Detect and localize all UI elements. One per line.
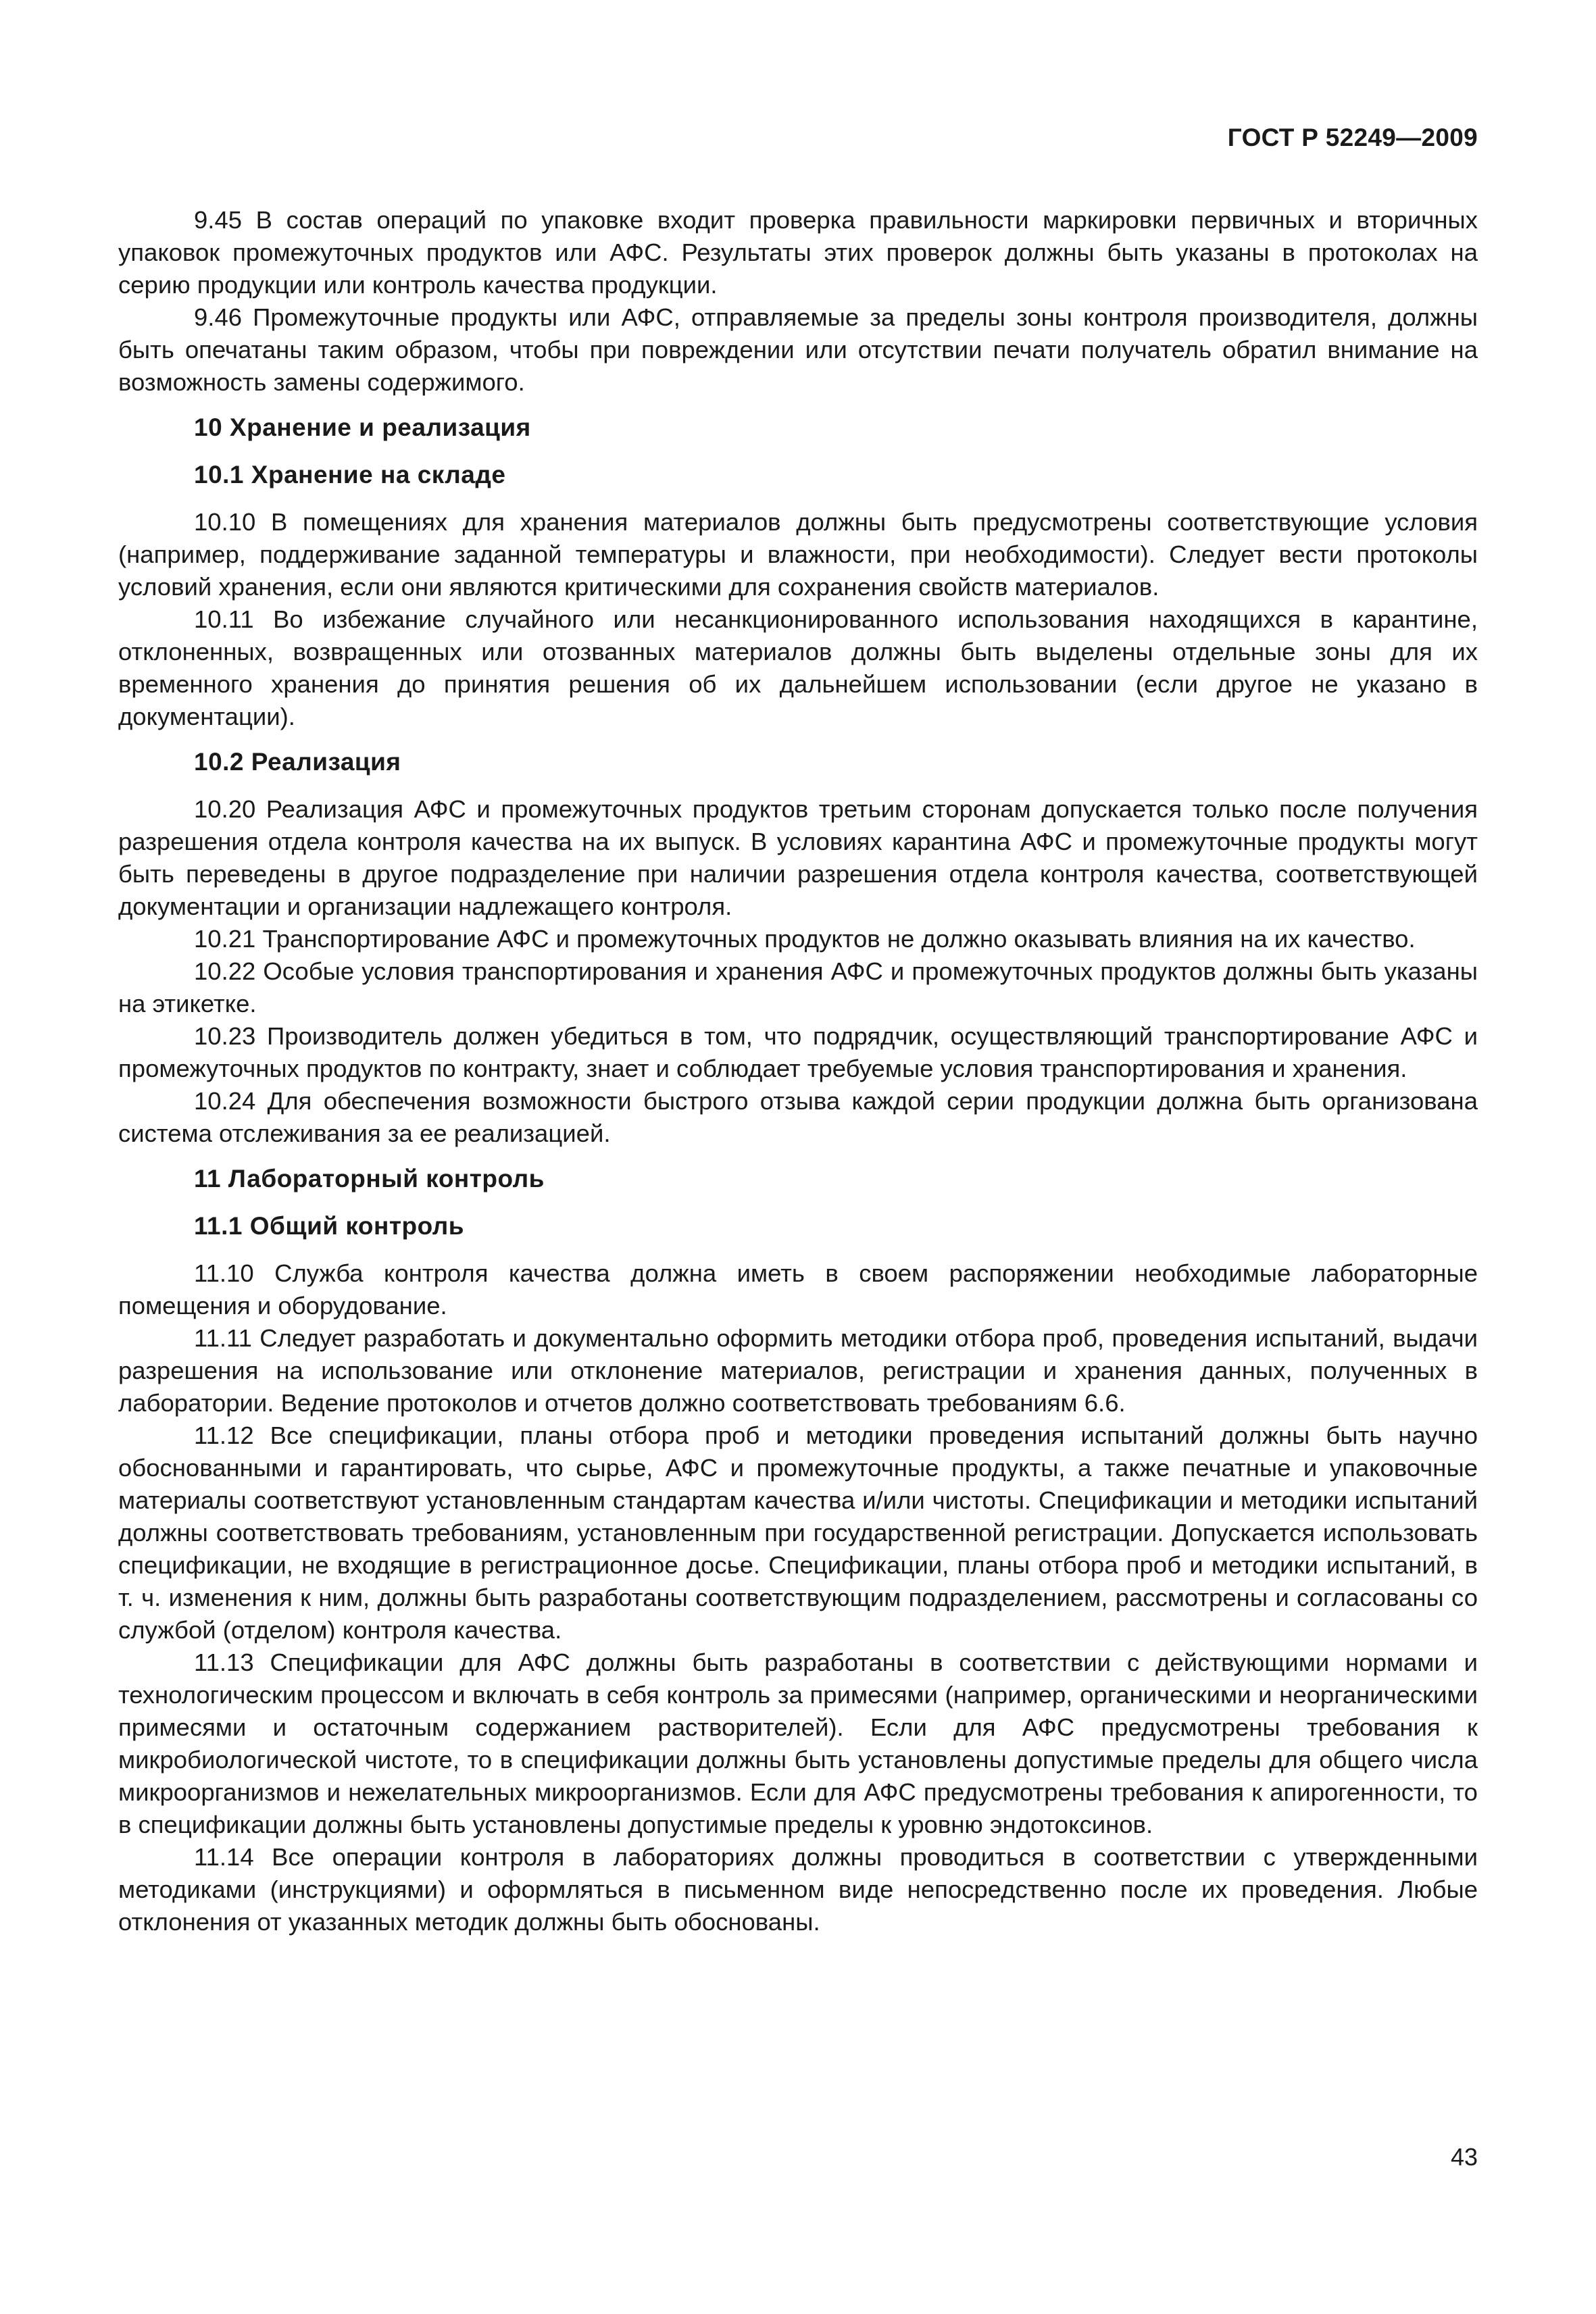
page-number: 43 <box>1450 2143 1478 2171</box>
paragraph-10-21: 10.21 Транспортирование АФС и промежуточных продуктов не должно оказывать влияния на их качество. <box>194 925 1416 953</box>
paragraph-10-23: 10.23 Производитель должен убедиться в том, что подрядчик, осуществляющий транспортирование АФС и промежуточных продуктов по контракту, знает и соблюдает требуемые условия транспортирования и хранения. <box>118 1022 1478 1082</box>
paragraph-10-22: 10.22 Особые условия транспортирования и хранения АФС и промежуточных продуктов должны быть указаны на этикетке. <box>118 957 1478 1017</box>
paragraph-10-24: 10.24 Для обеспечения возможности быстрого отзыва каждой серии продукции должна быть организована система отслеживания за ее реализацией. <box>118 1087 1478 1147</box>
subsection-heading-10-1: 10.1 Хранение на складе <box>194 461 506 488</box>
section-heading-11: 11 Лабораторный контроль <box>194 1165 545 1192</box>
paragraph-10-20: 10.20 Реализация АФС и промежуточных продуктов третьим сторонам допускается только после получения разрешения отдела контроля качества на их выпуск. В условиях карантина АФС и промежуточные продукты могут быть переведены в другое подразделение при наличии разрешения отдела контроля качества, соответствующей документации и организации надлежащего контроля. <box>118 795 1478 920</box>
paragraph-9-46: 9.46 Промежуточные продукты или АФС, отправляемые за пределы зоны контроля производителя, должны быть опечатаны таким образом, чтобы при повреждении или отсутствии печати получатель обратил внимание на возможность замены содержимого. <box>118 303 1478 396</box>
document-body <box>118 204 1478 1938</box>
paragraph-9-45: 9.45 В состав операций по упаковке входит проверка правильности маркировки первичных и вторичных упаковок промежуточных продуктов или АФС. Результаты этих проверок должны быть указаны в протоколах на серию продукции или контроль качества продукции. <box>118 206 1478 299</box>
paragraph-11-12: 11.12 Все спецификации, планы отбора проб и методики проведения испытаний должны быть научно обоснованными и гарантировать, что сырье, АФС и промежуточные продукты, а также печатные и упаковочные материалы соответствуют установленным стандартам качества и/или чистоты. Спецификации и методики испытаний должны соответствовать требованиям, установленным при государственной регистрации. Допускается использовать спецификации, не входящие в регистрационное досье. Спецификации, планы отбора проб и методики испытаний, в т. ч. изменения к ним, должны быть разработаны соответствующим подразделением, рассмотрены и согласованы со службой (отделом) контроля качества. <box>118 1422 1478 1644</box>
paragraph-10-11: 10.11 Во избежание случайного или несанкционированного использования находящихся в карантине, отклоненных, возвращенных или отозванных материалов должны быть выделены отдельные зоны для их временного хранения до принятия решения об их дальнейшем использовании (если другое не указано в документации). <box>118 605 1478 730</box>
paragraph-11-11: 11.11 Следует разработать и документально оформить методики отбора проб, проведения испытаний, выдачи разрешения на использование или отклонение материалов, регистрации и хранения данных, полученных в лаборатории. Ведение протоколов и отчетов должно соответствовать требованиям 6.6. <box>118 1324 1478 1417</box>
paragraph-10-10: 10.10 В помещениях для хранения материалов должны быть предусмотрены соответствующие условия (например, поддерживание заданной температуры и влажности, при необходимости). Следует вести протоколы условий хранения, если они являются критическими для сохранения свойств материалов. <box>118 508 1478 601</box>
paragraph-11-14: 11.14 Все операции контроля в лабораториях должны проводиться в соответствии с утвержденными методиками (инструкциями) и оформляться в письменном виде непосредственно после их проведения. Любые отклонения от указанных методик должны быть обоснованы. <box>118 1843 1478 1936</box>
document-header-id: ГОСТ Р 52249—2009 <box>1227 124 1478 151</box>
subsection-heading-11-1: 11.1 Общий контроль <box>194 1212 465 1240</box>
paragraph-11-10: 11.10 Служба контроля качества должна иметь в своем распоряжении необходимые лабораторные помещения и оборудование. <box>118 1259 1478 1319</box>
section-heading-10: 10 Хранение и реализация <box>194 413 531 441</box>
paragraph-11-13: 11.13 Спецификации для АФС должны быть разработаны в соответствии с действующими нормами и технологическим процессом и включать в себя контроль за примесями (например, органическими и неорганическими примесями и остаточным содержанием растворителей). Если для АФС предусмотрены требования к микробиологической чистоте, то в спецификации должны быть установлены допустимые пределы для общего числа микроорганизмов и нежелательных микроорганизмов. Если для АФС предусмотрены требования к апирогенности, то в спецификации должны быть установлены допустимые пределы к уровню эндотоксинов. <box>118 1649 1478 1838</box>
subsection-heading-10-2: 10.2 Реализация <box>194 748 401 776</box>
